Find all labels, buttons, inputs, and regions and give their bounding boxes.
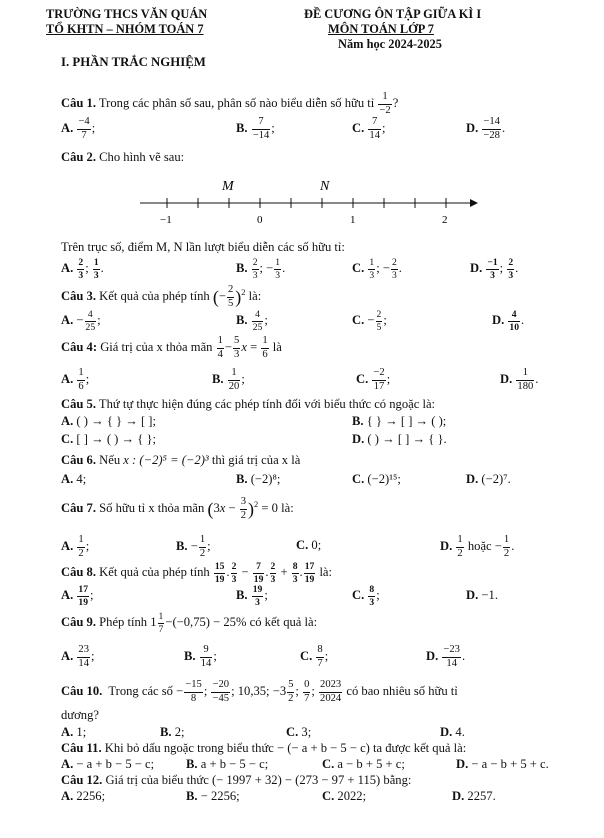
q8-option-a[interactable]: A. $\frac{17}{19}$ ; xyxy=(61,584,94,608)
question-1: Câu 1. Trong các phân số sau, phân số nào biểu diễn số hữu tỉ $\frac{1}{-2}$ ? xyxy=(61,91,399,116)
q3-option-a[interactable]: A. − $\frac{4}{25}$ ; xyxy=(61,309,101,333)
q2-option-b[interactable]: B. $\frac{2}{3}$ ; − $\frac{1}{3}$ . xyxy=(236,257,286,281)
tick-label: −1 xyxy=(160,214,172,226)
q7-option-c[interactable]: C. 0; xyxy=(296,538,322,552)
q11-option-b[interactable]: B. a + b − 5 − c; xyxy=(186,757,269,771)
q6-option-d[interactable]: D. (−2)⁷. xyxy=(466,472,511,486)
q9-option-d[interactable]: D. $\frac{-23}{14}$ . xyxy=(426,644,466,669)
q9-option-b[interactable]: B. $\frac{9}{14}$ ; xyxy=(184,644,217,669)
tick-label: 0 xyxy=(257,214,263,226)
question-8: Câu 8. Kết quả của phép tính $\frac{15}{19}$ . $\frac{2}{3}$ − $\frac{7}{19}$ . $\frac{2}{3}$ + $\frac{8}{3}$ . $\frac{17}{19}$ là: xyxy=(61,561,333,585)
q1-option-c[interactable]: C. $\frac{7}{14}$ ; xyxy=(352,116,386,141)
school-year: Năm học 2024-2025 xyxy=(338,37,442,51)
q11-option-c[interactable]: C. a − b + 5 + c; xyxy=(322,757,405,771)
q4-option-c[interactable]: C. $\frac{-2}{17}$ ; xyxy=(356,367,391,392)
q7-option-b[interactable]: B. − $\frac{1}{2}$ ; xyxy=(176,534,211,559)
q6-expression: x : (−2)⁵ = (−2)³ xyxy=(123,453,209,467)
q11-option-a[interactable]: A. − a + b − 5 − c; xyxy=(61,757,155,771)
subject-name: MÔN TOÁN LỚP 7 xyxy=(328,22,434,36)
q2-option-c[interactable]: C. $\frac{1}{3}$ ; − $\frac{2}{3}$ . xyxy=(352,257,402,281)
school-name: TRƯỜNG THCS VĂN QUÁN xyxy=(46,7,208,21)
tick-label: 1 xyxy=(350,214,356,226)
question-3: Câu 3. Kết quả của phép tính (− $\frac{2}{5}$ )$^2$ là: xyxy=(61,284,262,309)
q5-option-c[interactable]: C. [ ] → ( ) → { }; xyxy=(61,432,156,446)
q2-option-d[interactable]: D. $\frac{-1}{3}$ ; $\frac{2}{3}$ . xyxy=(470,257,519,281)
q8-option-c[interactable]: C. $\frac{8}{3}$ ; xyxy=(352,584,380,608)
q4-option-a[interactable]: A. $\frac{1}{6}$ ; xyxy=(61,367,90,392)
question-4: Câu 4: Giá trị của x thỏa mãn $\frac{1}{4}$ − $\frac{5}{3}$ x = $\frac{1}{6}$ là xyxy=(61,335,282,360)
q10-line2: dương? xyxy=(61,708,99,722)
q10-option-d[interactable]: D. 4. xyxy=(440,725,465,739)
q6-option-c[interactable]: C. (−2)¹⁵; xyxy=(352,472,401,486)
section-heading: I. PHẦN TRẮC NGHIỆM xyxy=(61,55,206,69)
q6-option-a[interactable]: A. 4; xyxy=(61,472,87,486)
q12-option-a[interactable]: A. 2256; xyxy=(61,789,106,803)
doc-title: ĐỀ CƯƠNG ÔN TẬP GIỮA KÌ I xyxy=(304,7,482,21)
q4-option-b[interactable]: B. $\frac{1}{20}$ ; xyxy=(212,367,245,392)
q2-prompt: Trên trục số, điểm M, N lần lượt biểu diễn các số hữu tỉ: xyxy=(61,240,345,254)
question-9: Câu 9. Phép tính 1 $\frac{1}{7}$ −(−0,75) − 25% có kết quả là: xyxy=(61,611,318,635)
question-2: Câu 2. Cho hình vẽ sau: xyxy=(61,150,185,164)
question-7: Câu 7. Số hữu tỉ x thỏa mãn (3x − $\frac{3}{2}$ )$^2$ = 0 là: xyxy=(61,496,294,521)
q11-option-d[interactable]: D. − a − b + 5 + c. xyxy=(456,757,549,771)
q4-option-d[interactable]: D. $\frac{1}{180}$ . xyxy=(500,367,539,392)
q1-option-d[interactable]: D. $\frac{-14}{-28}$ . xyxy=(466,116,506,141)
q1-option-a[interactable]: A. $\frac{-4}{7}$ ; xyxy=(61,116,96,141)
q10-option-b[interactable]: B. 2; xyxy=(160,725,185,739)
q5-option-d[interactable]: D. ( ) → [ ] → { }. xyxy=(352,432,447,446)
q5-option-b[interactable]: B. { } → [ ] → ( ); xyxy=(352,414,447,428)
point-n-label: N xyxy=(320,179,330,194)
question-11: Câu 11. Khi bỏ dấu ngoặc trong biểu thức − (− a + b − 5 − c) ta được kết quả là: xyxy=(61,741,467,755)
point-m-label: M xyxy=(222,179,234,194)
q5-option-a[interactable]: A. ( ) → { } → [ ]; xyxy=(61,414,156,428)
question-text: Trong các phân số sau, phân số nào biểu diễn số hữu tỉ xyxy=(98,95,375,110)
question-10: Câu 10. Trong các số − $\frac{-15}{8}$ ; $\frac{-20}{-45}$ ; 10,35; −3 $\frac{5}{2}$ ; $\frac{0}{7}$ ; $\frac{2023}{2024}$ có bao nhiêu số hữu tỉ xyxy=(61,679,458,704)
q8-option-d[interactable]: D. −1. xyxy=(466,588,498,602)
question-label: Câu 1. xyxy=(61,95,96,110)
q6-option-b[interactable]: B. (−2)⁸; xyxy=(236,472,281,486)
q2-option-a[interactable]: A. $\frac{2}{3}$ ; $\frac{1}{3}$ . xyxy=(61,257,104,281)
tick-label: 2 xyxy=(442,214,448,226)
q9-option-c[interactable]: C. $\frac{8}{7}$ ; xyxy=(300,644,329,669)
fraction: $\frac{1}{-2}$ xyxy=(379,91,391,116)
q12-option-b[interactable]: B. − 2256; xyxy=(186,789,240,803)
q7-option-a[interactable]: A. $\frac{1}{2}$ ; xyxy=(61,534,90,559)
q8-option-b[interactable]: B. $\frac{19}{3}$ ; xyxy=(236,584,268,608)
q3-option-d[interactable]: D. $\frac{4}{10}$ . xyxy=(492,309,525,333)
question-6: Câu 6. Nếu x : (−2)⁵ = (−2)³ thì giá trị của x là xyxy=(61,453,301,467)
q9-option-a[interactable]: A. $\frac{23}{14}$ ; xyxy=(61,644,95,669)
q7-option-d[interactable]: D. $\frac{1}{2}$ hoặc − $\frac{1}{2}$ . xyxy=(440,534,515,559)
number-line xyxy=(140,168,480,230)
q12-option-c[interactable]: C. 2022; xyxy=(322,789,367,803)
group-name: TỔ KHTN – NHÓM TOÁN 7 xyxy=(46,22,204,36)
q1-option-b[interactable]: B. $\frac{7}{-14}$ ; xyxy=(236,116,275,141)
question-5: Câu 5. Thứ tự thực hiện đúng các phép tính đối với biểu thức có ngoặc là: xyxy=(61,397,436,411)
question-12: Câu 12. Giá trị của biểu thức (− 1997 + 32) − (273 − 97 + 115) bằng: xyxy=(61,773,412,787)
q10-option-a[interactable]: A. 1; xyxy=(61,725,87,739)
q3-option-c[interactable]: C. − $\frac{2}{5}$ ; xyxy=(352,309,387,333)
q12-option-d[interactable]: D. 2257. xyxy=(452,789,496,803)
q10-option-c[interactable]: C. 3; xyxy=(286,725,312,739)
axis-arrow-icon xyxy=(470,199,478,207)
q3-option-b[interactable]: B. $\frac{4}{25}$ ; xyxy=(236,309,268,333)
